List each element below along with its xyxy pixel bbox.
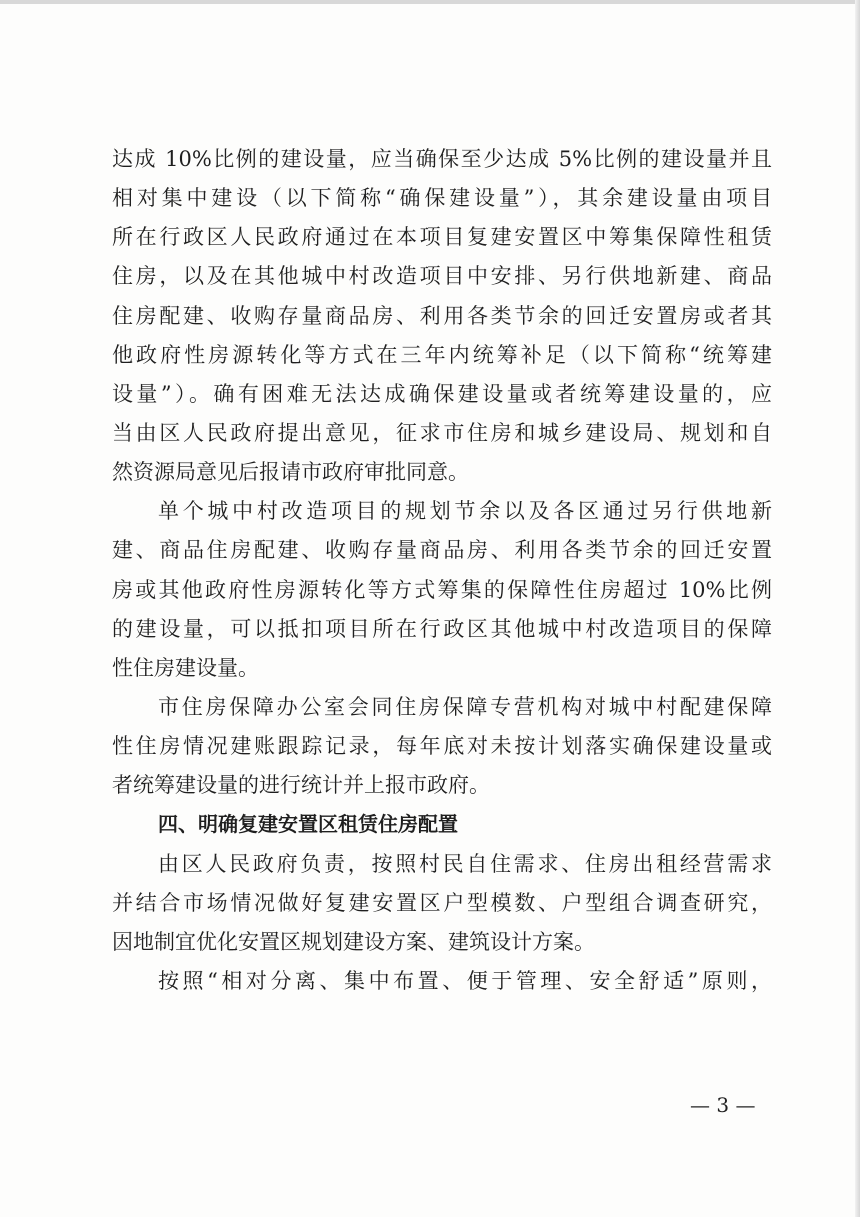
text-line: 相对集中建设（以下简称“确保建设量”），其余建设量由项目 — [112, 186, 772, 211]
scan-top-edge — [0, 0, 860, 4]
text-line: 住房，以及在其他城中村改造项目中安排、另行供地新建、商品 — [112, 264, 772, 289]
text-line: 的建设量，可以抵扣项目所在行政区其他城中村改造项目的保障 — [112, 616, 772, 641]
scan-right-edge — [855, 0, 860, 1217]
text-line: 他政府性房源转化等方式在三年内统筹补足（以下简称“统筹建 — [112, 342, 772, 367]
page-number: — 3 — — [690, 1093, 756, 1117]
text-line: 按照“相对分离、集中布置、便于管理、安全舒适”原则， — [158, 968, 772, 993]
text-line: 达成 10%比例的建设量，应当确保至少达成 5%比例的建设量并且 — [112, 147, 772, 171]
text-line: 者统筹建设量的进行统计并上报市政府。 — [112, 773, 490, 798]
text-line: 设量”）。确有困难无法达成确保建设量或者统筹建设量的，应 — [112, 381, 772, 406]
text-line: 并结合市场情况做好复建安置区户型模数、户型组合调查研究， — [112, 890, 772, 915]
text-line: 因地制宜优化安置区规划建设方案、建筑设计方案。 — [112, 929, 595, 954]
text-line: 市住房保障办公室会同住房保障专营机构对城中村配建保障 — [158, 694, 772, 719]
body-text — [112, 140, 772, 1001]
text-line: 当由区人民政府提出意见，征求市住房和城乡建设局、规划和自 — [112, 420, 772, 445]
text-line: 所在行政区人民政府通过在本项目复建安置区中筹集保障性租赁 — [112, 225, 772, 250]
text-line: 性住房情况建账跟踪记录，每年底对未按计划落实确保建设量或 — [112, 734, 772, 759]
text-line: 建、商品住房配建、收购存量商品房、利用各类节余的回迁安置 — [112, 538, 772, 563]
text-line: 性住房建设量。 — [112, 655, 259, 680]
section-heading: 四、明确复建安置区租赁住房配置 — [158, 812, 458, 837]
text-line: 由区人民政府负责，按照村民自住需求、住房出租经营需求 — [158, 851, 772, 876]
text-line: 单个城中村改造项目的规划节余以及各区通过另行供地新 — [158, 499, 772, 524]
text-line: 住房配建、收购存量商品房、利用各类节余的回迁安置房或者其 — [112, 303, 772, 328]
text-line: 然资源局意见后报请市政府审批同意。 — [112, 460, 469, 485]
text-line: 房或其他政府性房源转化等方式筹集的保障性住房超过 10%比例 — [112, 577, 772, 602]
